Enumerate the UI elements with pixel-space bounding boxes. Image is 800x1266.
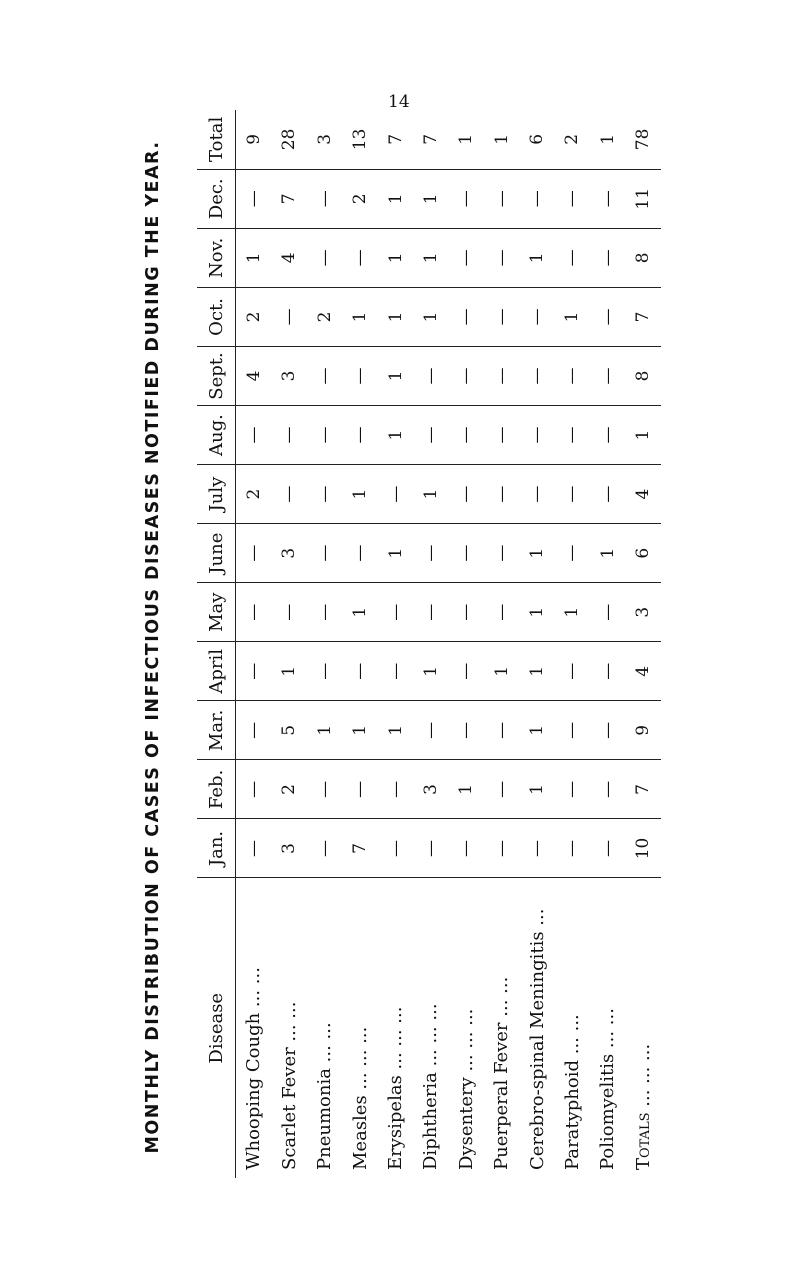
table-row xyxy=(342,110,377,1178)
table-row xyxy=(378,110,413,1178)
cell-value: 1 xyxy=(413,465,448,524)
cell-value: — xyxy=(307,642,342,701)
cell-value: — xyxy=(307,169,342,228)
disease-name: Dysentery ... ... ... xyxy=(455,1008,477,1170)
cell-value: — xyxy=(590,642,625,701)
cell-value: — xyxy=(484,465,519,524)
page-number: 14 xyxy=(388,92,410,112)
disease-name: Diphtheria ... ... ... xyxy=(420,1003,442,1170)
cell-value: — xyxy=(555,701,590,760)
cell-value: 1 xyxy=(484,642,519,701)
cell-value: — xyxy=(484,701,519,760)
cell-value: — xyxy=(519,465,554,524)
cell-value: — xyxy=(342,228,377,287)
cell-value: — xyxy=(555,406,590,465)
cell-value: — xyxy=(590,583,625,642)
cell-value: 1 xyxy=(342,701,377,760)
cell-value: 5 xyxy=(272,701,307,760)
disease-name: Puerperal Fever ... ... xyxy=(491,976,513,1170)
cell-value: 10 xyxy=(625,819,661,878)
cell-value: — xyxy=(590,465,625,524)
cell-value: — xyxy=(449,701,484,760)
column-header-aug: Aug. xyxy=(197,406,236,465)
cell-value: — xyxy=(378,819,413,878)
cell-value: — xyxy=(555,169,590,228)
cell-value: 8 xyxy=(625,346,661,405)
column-header-june: June xyxy=(197,524,236,583)
table-row xyxy=(449,110,484,1178)
cell-value: — xyxy=(342,760,377,819)
table-row xyxy=(272,110,307,1178)
cell-value: — xyxy=(590,406,625,465)
cell-value: — xyxy=(236,406,272,465)
cell-value: — xyxy=(519,346,554,405)
cell-value: — xyxy=(413,583,448,642)
column-header-july: July xyxy=(197,465,236,524)
cell-value: — xyxy=(307,228,342,287)
cell-value: 6 xyxy=(519,110,554,169)
cell-value: — xyxy=(590,287,625,346)
cell-value: 1 xyxy=(519,524,554,583)
distribution-table-container xyxy=(197,110,661,1178)
cell-value: 1 xyxy=(519,760,554,819)
cell-value: — xyxy=(519,169,554,228)
cell-value: — xyxy=(519,819,554,878)
cell-value: — xyxy=(590,819,625,878)
cell-value: 6 xyxy=(625,524,661,583)
disease-name: Cerebro-spinal Meningitis ... xyxy=(526,908,548,1170)
column-header-may: May xyxy=(197,583,236,642)
disease-name: Whooping Cough ... ... xyxy=(243,967,265,1170)
cell-value: 1 xyxy=(378,228,413,287)
cell-value: — xyxy=(413,346,448,405)
cell-value: — xyxy=(236,701,272,760)
cell-value: 7 xyxy=(342,819,377,878)
disease-name: Measles ... ... ... xyxy=(349,1026,371,1170)
cell-value: — xyxy=(307,406,342,465)
cell-value: — xyxy=(272,406,307,465)
column-header-oct: Oct. xyxy=(197,287,236,346)
cell-value: — xyxy=(484,583,519,642)
cell-value: 1 xyxy=(555,287,590,346)
cell-value: 4 xyxy=(236,346,272,405)
cell-value: — xyxy=(413,406,448,465)
cell-value: 1 xyxy=(519,228,554,287)
cell-value: — xyxy=(307,819,342,878)
cell-value: — xyxy=(307,465,342,524)
column-header-jan: Jan. xyxy=(197,819,236,878)
cell-value: 1 xyxy=(519,583,554,642)
cell-value: — xyxy=(555,760,590,819)
cell-value: 1 xyxy=(519,701,554,760)
table-body xyxy=(236,110,662,1178)
cell-value: — xyxy=(342,642,377,701)
cell-value: — xyxy=(590,346,625,405)
cell-value: — xyxy=(272,583,307,642)
cell-value: — xyxy=(590,169,625,228)
cell-value: — xyxy=(555,524,590,583)
cell-value: 1 xyxy=(378,524,413,583)
cell-value: — xyxy=(590,760,625,819)
cell-value: — xyxy=(555,346,590,405)
cell-value: 28 xyxy=(272,110,307,169)
cell-value: — xyxy=(590,701,625,760)
cell-value: 7 xyxy=(625,760,661,819)
table-row xyxy=(413,110,448,1178)
cell-value: 1 xyxy=(590,524,625,583)
column-header-sept: Sept. xyxy=(197,346,236,405)
cell-value: 7 xyxy=(625,287,661,346)
cell-value: — xyxy=(590,228,625,287)
disease-name: Erysipelas ... ... ... xyxy=(385,1006,407,1170)
cell-value: — xyxy=(449,583,484,642)
cell-value: — xyxy=(307,760,342,819)
table-row xyxy=(236,110,272,1178)
table-row xyxy=(519,110,554,1178)
cell-value: 4 xyxy=(625,465,661,524)
cell-value: 4 xyxy=(625,642,661,701)
title-text: MONTHLY DISTRIBUTION OF CASES OF INFECTIOUS DISEASES NOTIFIED DURING THE YEAR. xyxy=(143,140,163,1154)
cell-value: 2 xyxy=(555,110,590,169)
disease-name: Scarlet Fever ... ... xyxy=(278,1001,300,1170)
cell-value: — xyxy=(449,642,484,701)
cell-value: — xyxy=(484,346,519,405)
cell-value: — xyxy=(449,819,484,878)
cell-value: — xyxy=(378,583,413,642)
cell-value: — xyxy=(519,287,554,346)
cell-value: — xyxy=(272,465,307,524)
cell-value: — xyxy=(484,819,519,878)
cell-value: 1 xyxy=(378,287,413,346)
cell-value: 1 xyxy=(342,465,377,524)
cell-value: — xyxy=(555,465,590,524)
cell-value: — xyxy=(519,406,554,465)
table-row xyxy=(555,110,590,1178)
cell-value: 2 xyxy=(236,287,272,346)
header-row xyxy=(197,110,236,1178)
cell-value: 2 xyxy=(307,287,342,346)
cell-value: 13 xyxy=(342,110,377,169)
cell-value: 1 xyxy=(484,110,519,169)
column-header-dec: Dec. xyxy=(197,169,236,228)
cell-value: 1 xyxy=(236,228,272,287)
cell-value: — xyxy=(378,465,413,524)
cell-value: 4 xyxy=(272,228,307,287)
cell-value: 3 xyxy=(272,346,307,405)
column-header-nov: Nov. xyxy=(197,228,236,287)
cell-value: 8 xyxy=(625,228,661,287)
cell-value: — xyxy=(484,524,519,583)
disease-name: Poliomyelitis ... ... xyxy=(597,1008,619,1170)
cell-value: — xyxy=(413,701,448,760)
cell-value: 3 xyxy=(413,760,448,819)
cell-value: — xyxy=(555,228,590,287)
column-header-total: Total xyxy=(197,110,236,169)
cell-value: 1 xyxy=(272,642,307,701)
cell-value: — xyxy=(307,583,342,642)
cell-value: — xyxy=(555,642,590,701)
distribution-table xyxy=(197,110,661,1178)
cell-value: — xyxy=(378,642,413,701)
cell-value: 3 xyxy=(307,110,342,169)
cell-value: 7 xyxy=(413,110,448,169)
cell-value: — xyxy=(484,287,519,346)
cell-value: 1 xyxy=(449,110,484,169)
cell-value: — xyxy=(484,228,519,287)
column-header-disease: Disease xyxy=(197,878,236,1178)
cell-value: — xyxy=(272,287,307,346)
cell-value: 1 xyxy=(413,169,448,228)
cell-value: 1 xyxy=(378,346,413,405)
cell-value: — xyxy=(307,346,342,405)
cell-value: 1 xyxy=(413,287,448,346)
cell-value: — xyxy=(413,524,448,583)
cell-value: — xyxy=(236,760,272,819)
cell-value: 1 xyxy=(625,406,661,465)
cell-value: 1 xyxy=(342,287,377,346)
cell-value: — xyxy=(484,169,519,228)
cell-value: — xyxy=(449,465,484,524)
cell-value: — xyxy=(555,819,590,878)
cell-value: — xyxy=(449,524,484,583)
table-row xyxy=(625,110,661,1178)
page-title xyxy=(143,62,169,1232)
cell-value: 7 xyxy=(378,110,413,169)
cell-value: 1 xyxy=(519,642,554,701)
column-header-mar: Mar. xyxy=(197,701,236,760)
cell-value: — xyxy=(236,642,272,701)
cell-value: 1 xyxy=(378,169,413,228)
cell-value: 2 xyxy=(236,465,272,524)
cell-value: 1 xyxy=(555,583,590,642)
cell-value: 1 xyxy=(378,701,413,760)
disease-name: Pneumonia ... ... xyxy=(314,1022,336,1170)
cell-value: — xyxy=(484,406,519,465)
cell-value: 1 xyxy=(590,110,625,169)
cell-value: 2 xyxy=(272,760,307,819)
cell-value: — xyxy=(342,346,377,405)
cell-value: 9 xyxy=(625,701,661,760)
cell-value: — xyxy=(449,346,484,405)
cell-value: — xyxy=(449,406,484,465)
cell-value: 2 xyxy=(342,169,377,228)
column-header-april: April xyxy=(197,642,236,701)
table-row xyxy=(484,110,519,1178)
cell-value: 1 xyxy=(378,406,413,465)
cell-value: — xyxy=(236,169,272,228)
cell-value: — xyxy=(307,524,342,583)
cell-value: 9 xyxy=(236,110,272,169)
cell-value: 1 xyxy=(413,228,448,287)
cell-value: 11 xyxy=(625,169,661,228)
cell-value: — xyxy=(449,169,484,228)
disease-name: Paratyphoid ... ... xyxy=(561,1014,583,1170)
cell-value: 1 xyxy=(307,701,342,760)
cell-value: 7 xyxy=(272,169,307,228)
table-row xyxy=(590,110,625,1178)
cell-value: — xyxy=(449,287,484,346)
cell-value: — xyxy=(236,583,272,642)
cell-value: 3 xyxy=(625,583,661,642)
cell-value: — xyxy=(449,228,484,287)
cell-value: — xyxy=(342,406,377,465)
cell-value: — xyxy=(378,760,413,819)
cell-value: 1 xyxy=(449,760,484,819)
cell-value: 3 xyxy=(272,819,307,878)
column-header-feb: Feb. xyxy=(197,760,236,819)
cell-value: — xyxy=(484,760,519,819)
cell-value: — xyxy=(413,819,448,878)
cell-value: 3 xyxy=(272,524,307,583)
disease-name: Totals ... ... ... xyxy=(632,1043,654,1170)
cell-value: — xyxy=(236,524,272,583)
cell-value: — xyxy=(342,524,377,583)
cell-value: 1 xyxy=(342,583,377,642)
cell-value: 1 xyxy=(413,642,448,701)
table-row xyxy=(307,110,342,1178)
cell-value: 78 xyxy=(625,110,661,169)
cell-value: — xyxy=(236,819,272,878)
